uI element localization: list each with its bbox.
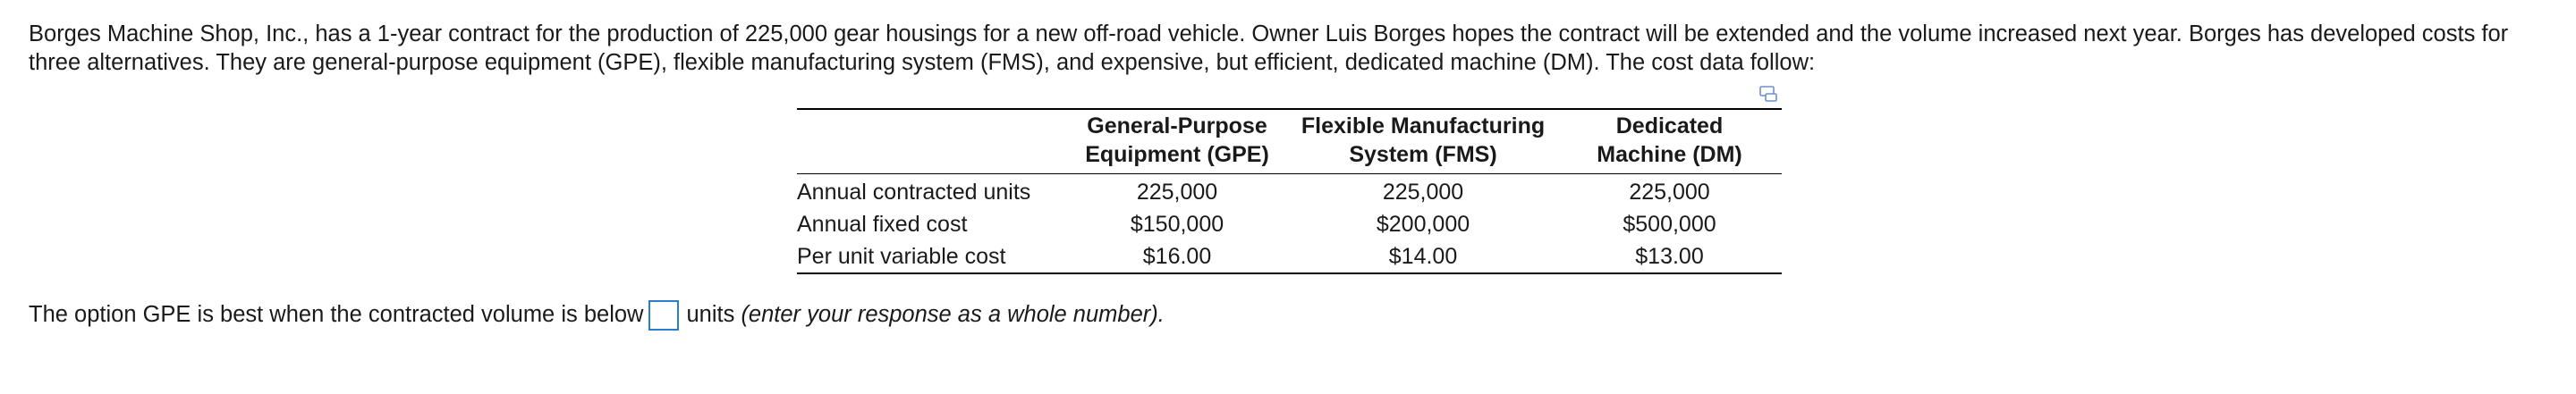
table-row [797, 174, 1782, 209]
header-dm-line2: Machine (DM) [1597, 142, 1742, 167]
question-line [29, 297, 1165, 332]
copy-table-icon[interactable] [1758, 84, 1780, 105]
cell-fms: $14.00 [1388, 244, 1458, 269]
table-row [797, 240, 1782, 273]
header-gpe [1065, 109, 1289, 174]
table-row [797, 208, 1782, 240]
header-gpe-line2: Equipment (GPE) [1085, 142, 1269, 167]
question-hint: (enter your response as a whole number). [741, 302, 1165, 327]
answer-input[interactable] [648, 300, 679, 331]
cell-gpe: $150,000 [1130, 212, 1224, 237]
table-header-row [797, 109, 1782, 174]
row-label: Per unit variable cost [797, 244, 1006, 269]
cell-fms: 225,000 [1382, 180, 1464, 205]
header-fms [1289, 109, 1557, 174]
cost-data-table [797, 108, 1782, 274]
problem-statement: Borges Machine Shop, Inc., has a 1-year contract for the production of 225,000 gear housings for a new off-road vehicle. Owner Luis Borges hopes the contract will be extended and the volume increased next year. Borges has developed costs for three alternatives. They are general-purpose equipment (GPE), flexible manufacturing system (FMS), and expensive, but efficient, dedicated machine (DM). The cost data follow: [29, 21, 2509, 75]
row-label: Annual fixed cost [797, 212, 968, 237]
header-dm [1557, 109, 1782, 174]
cell-dm: 225,000 [1629, 180, 1710, 205]
header-dm-line1: Dedicated [1615, 113, 1724, 138]
cell-dm: $500,000 [1623, 212, 1716, 237]
header-fms-line2: System (FMS) [1349, 142, 1497, 167]
question-suffix: units [686, 302, 735, 327]
cell-gpe: $16.00 [1142, 244, 1212, 269]
cell-gpe: 225,000 [1136, 180, 1218, 205]
header-blank [797, 109, 1065, 174]
question-prefix: The option GPE is best when the contracted volume is below [29, 302, 644, 327]
header-fms-line1: Flexible Manufacturing [1301, 113, 1546, 138]
header-gpe-line1: General-Purpose [1087, 113, 1267, 138]
cell-dm: $13.00 [1635, 244, 1704, 269]
row-label: Annual contracted units [797, 180, 1031, 205]
cell-fms: $200,000 [1376, 212, 1470, 237]
